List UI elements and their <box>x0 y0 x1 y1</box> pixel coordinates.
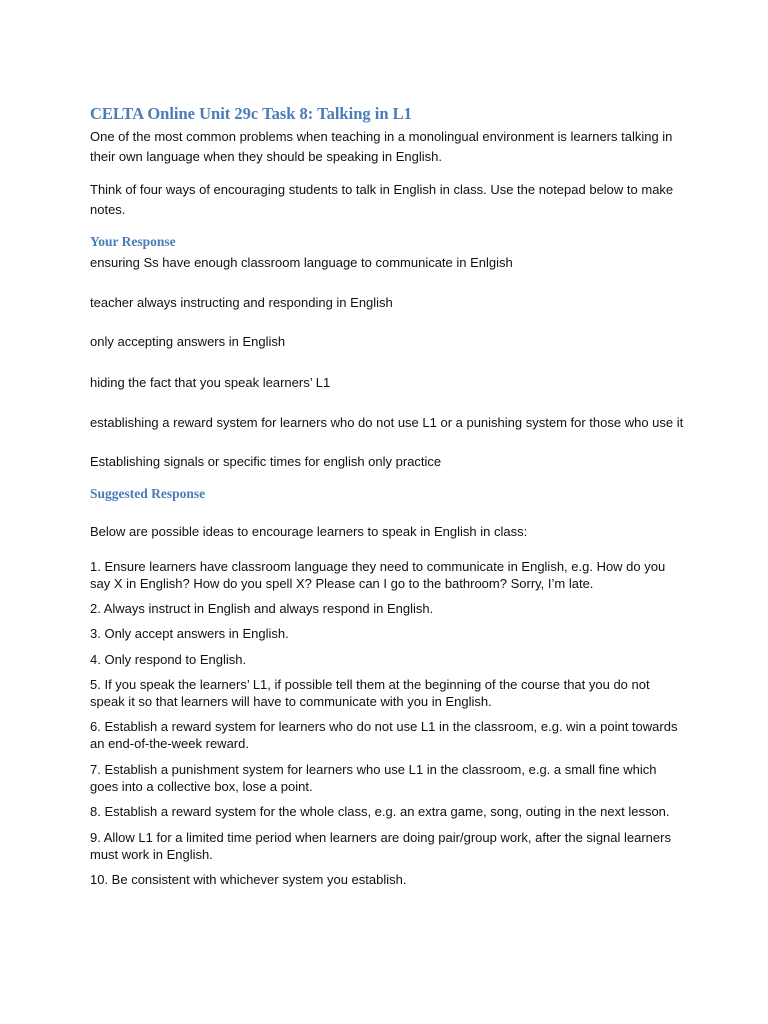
document-title: CELTA Online Unit 29c Task 8: Talking in L1 <box>90 104 412 123</box>
suggestion-item: 1. Ensure learners have classroom language they need to communicate in English, e.g. How do you say X in English? How do you spell X? Please can I go to the bathroom? Sorry, I’m late. <box>90 559 666 591</box>
suggestion-item: 5. If you speak the learners’ L1, if possible tell them at the beginning of the course that you do not speak it so that learners will have to communicate with you in English. <box>90 677 650 709</box>
response-entry: teacher always instructing and responding in English <box>90 295 393 310</box>
suggestion-item: 10. Be consistent with whichever system you establish. <box>90 872 407 887</box>
response-entry: only accepting answers in English <box>90 334 286 349</box>
suggestion-item: 6. Establish a reward system for learners who do not use L1 in the classroom, e.g. win a point towards an end-of-the-week reward. <box>90 719 678 751</box>
response-entry: establishing a reward system for learners who do not use L1 or a punishing system for those who use it <box>90 415 684 430</box>
response-entry: Establishing signals or specific times for english only practice <box>90 454 442 469</box>
suggested-response-intro: Below are possible ideas to encourage learners to speak in English in class: <box>90 524 528 539</box>
suggestion-item: 8. Establish a reward system for the whole class, e.g. an extra game, song, outing in the next lesson. <box>90 804 670 819</box>
response-entry: ensuring Ss have enough classroom language to communicate in Enlgish <box>90 255 513 270</box>
suggested-response-heading: Suggested Response <box>90 486 206 501</box>
suggestion-item: 2. Always instruct in English and always respond in English. <box>90 601 434 616</box>
suggestion-item: 7. Establish a punishment system for learners who use L1 in the classroom, e.g. a small fine which goes into a collective box, lose a point. <box>90 762 657 794</box>
instruction-paragraph: Think of four ways of encouraging students to talk in English in class. Use the notepad below to make notes. <box>90 182 674 217</box>
suggestion-item: 9. Allow L1 for a limited time period when learners are doing pair/group work, after the signal learners must work in English. <box>90 830 671 862</box>
suggestion-item: 4. Only respond to English. <box>90 652 247 667</box>
your-response-heading: Your Response <box>90 234 176 249</box>
response-entry: hiding the fact that you speak learners’ L1 <box>90 375 331 390</box>
intro-paragraph: One of the most common problems when teaching in a monolingual environment is learners talking in their own language when they should be speaking in English. <box>90 129 673 164</box>
suggestion-item: 3. Only accept answers in English. <box>90 626 289 641</box>
